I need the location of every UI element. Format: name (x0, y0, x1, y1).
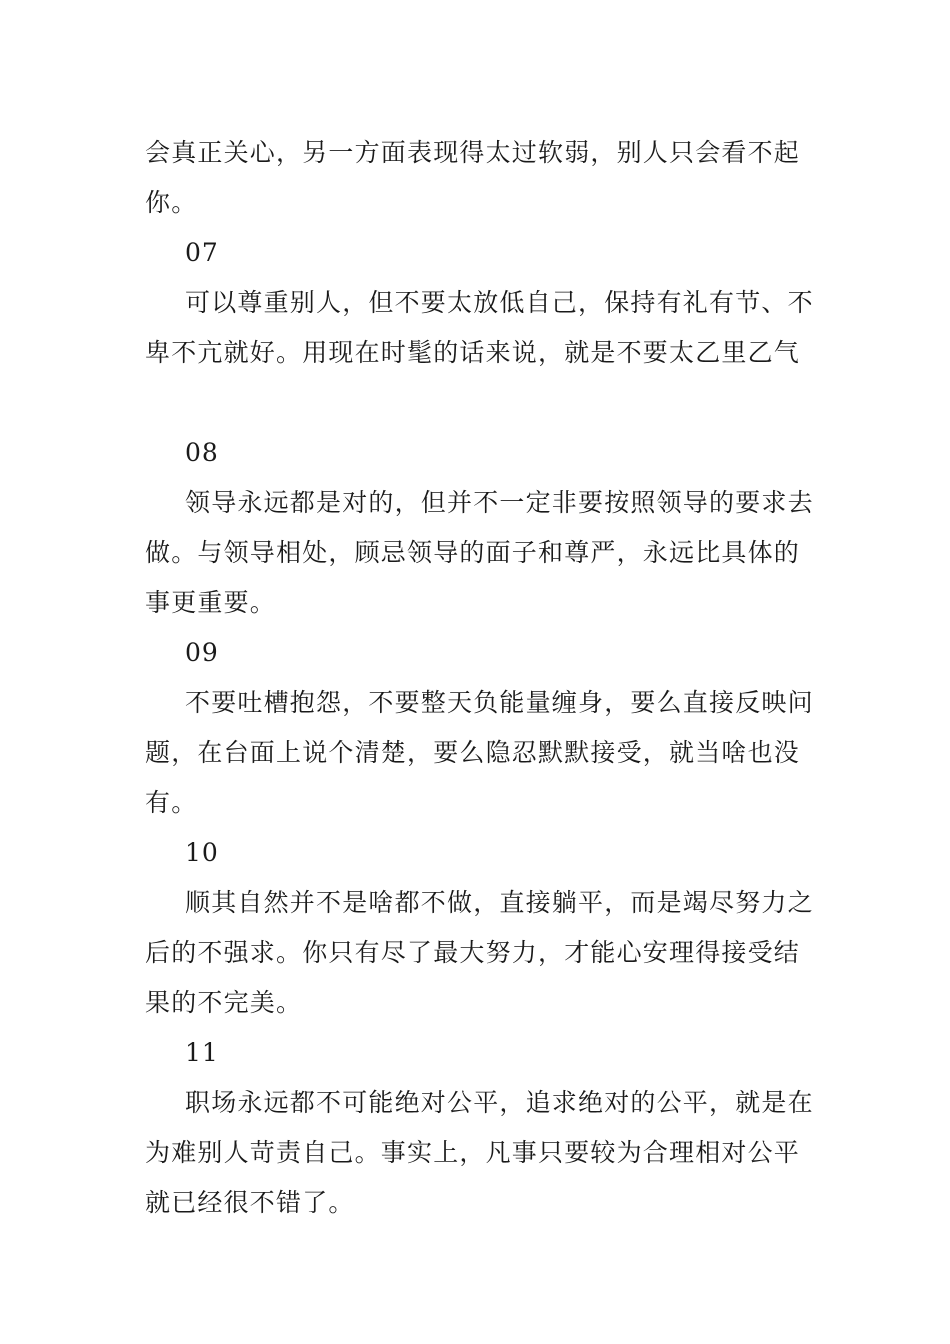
document-page (145, 128, 814, 1228)
paragraph-line: 顺其自然并不是啥都不做，直接躺平，而是竭尽努力之 (185, 888, 814, 917)
paragraph-line: 后的不强求。你只有尽了最大努力，才能心安理得接受结 (145, 938, 801, 967)
paragraph-line: 会真正关心，另一方面表现得太过软弱，别人只会看不起 (145, 138, 801, 167)
section-number: 10 (185, 838, 219, 867)
section-09 (145, 628, 814, 828)
paragraph-line: 为难别人苛责自己。事实上，凡事只要较为合理相对公平 (145, 1138, 801, 1167)
section-08 (145, 428, 814, 628)
paragraph-line: 卑不亢就好。用现在时髦的话来说，就是不要太乙里乙气 (145, 338, 801, 367)
section-number: 08 (185, 438, 219, 467)
section-07 (145, 228, 814, 428)
section-number: 09 (185, 638, 219, 667)
blank-line (145, 378, 807, 428)
paragraph-line: 有。 (145, 788, 198, 817)
paragraph-line: 就已经很不错了。 (145, 1188, 355, 1217)
paragraph-line: 果的不完美。 (145, 988, 303, 1017)
section-10 (145, 828, 814, 1028)
paragraph-line: 可以尊重别人，但不要太放低自己，保持有礼有节、不 (185, 288, 814, 317)
paragraph-line: 你。 (145, 188, 198, 217)
paragraph-line: 做。与领导相处，顾忌领导的面子和尊严，永远比具体的 (145, 538, 801, 567)
paragraph-line: 领导永远都是对的，但并不一定非要按照领导的要求去 (185, 488, 814, 517)
section-11 (145, 1028, 814, 1228)
section-number: 07 (185, 238, 219, 267)
paragraph-line: 题，在台面上说个清楚，要么隐忍默默接受，就当啥也没 (145, 738, 801, 767)
paragraph-line: 事更重要。 (145, 588, 277, 617)
section-number: 11 (185, 1038, 219, 1067)
intro-paragraph (145, 128, 807, 228)
paragraph-line: 职场永远都不可能绝对公平，追求绝对的公平，就是在 (185, 1088, 814, 1117)
paragraph-line: 不要吐槽抱怨，不要整天负能量缠身，要么直接反映问 (185, 688, 814, 717)
